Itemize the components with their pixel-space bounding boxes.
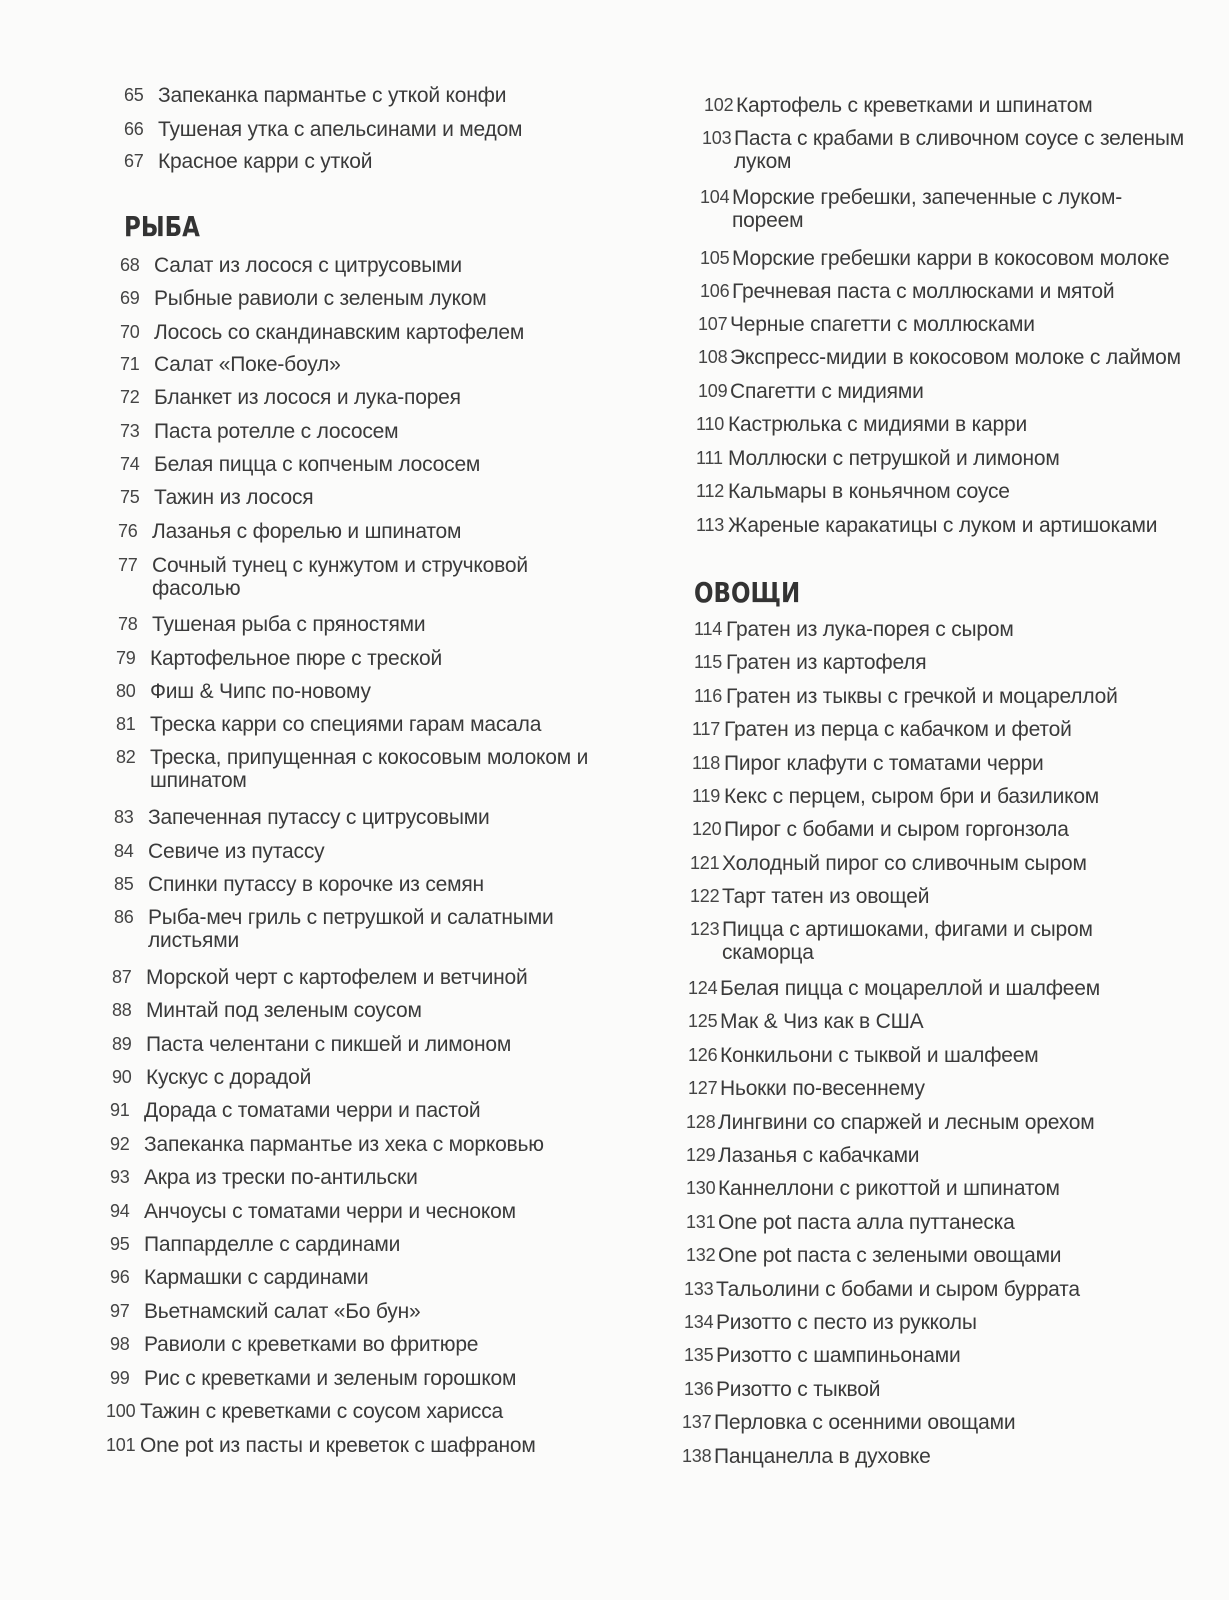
entry-title: Ризотто с песто из рукколы <box>716 1311 977 1334</box>
entry-number: 131 <box>686 1212 716 1232</box>
entry-title: Ризотто с шампиньонами <box>716 1344 961 1367</box>
entry-number: 88 <box>112 1000 132 1020</box>
entry-title: Пирог с бобами и сыром горгонзола <box>724 818 1069 841</box>
entry-number: 122 <box>690 886 720 906</box>
entry-number: 102 <box>704 95 734 115</box>
entry-number: 129 <box>686 1145 716 1165</box>
toc-entry <box>698 380 1225 403</box>
entry-number: 119 <box>692 786 721 806</box>
entry-title: One pot из пасты и креветок с шафраном <box>140 1434 536 1457</box>
toc-entry <box>110 1367 670 1390</box>
entry-number: 86 <box>114 907 134 927</box>
entry-number: 120 <box>692 819 722 839</box>
toc-entry <box>106 1400 670 1423</box>
entry-title: Панцанелла в духовке <box>714 1445 931 1468</box>
entry-number: 132 <box>686 1245 716 1265</box>
entry-title: Спагетти с мидиями <box>730 380 924 403</box>
toc-entry <box>684 1278 1225 1301</box>
entry-title: Тарт татен из овощей <box>722 885 930 908</box>
toc-entry <box>682 1411 1225 1434</box>
entry-number: 76 <box>118 521 138 541</box>
entry-title: Гречневая паста с моллюсками и мятой <box>732 280 1115 303</box>
entry-title: Кальмары в коньячном соусе <box>728 480 1010 503</box>
entry-title: Гратен из тыквы с гречкой и моцареллой <box>726 685 1118 708</box>
entry-number: 95 <box>110 1234 130 1254</box>
toc-entry <box>110 1266 670 1289</box>
entry-number: 101 <box>106 1435 136 1455</box>
entry-title: Черные спагетти с моллюсками <box>730 313 1035 336</box>
entry-title: Пицца с артишоками, фигами и сыром скаморца <box>722 918 1093 964</box>
entry-title: Пирог клафути с томатами черри <box>724 752 1044 775</box>
toc-entry <box>694 685 1225 708</box>
entry-number: 65 <box>124 85 144 105</box>
toc-entry <box>688 1077 1225 1100</box>
toc-entry <box>700 186 1170 232</box>
entry-title: Перловка с осенними овощами <box>714 1411 1016 1434</box>
entry-number: 78 <box>118 614 138 634</box>
toc-entry <box>692 718 1225 741</box>
entry-title: Дорада с томатами черри и пастой <box>144 1099 481 1122</box>
toc-entry <box>118 554 588 600</box>
entry-number: 94 <box>110 1201 130 1221</box>
toc-entry <box>698 346 1225 369</box>
toc-entry <box>112 966 670 989</box>
entry-title: Морские гребешки, запеченные с луком-пореем <box>732 186 1123 232</box>
entry-number: 124 <box>688 978 718 998</box>
toc-entry <box>692 752 1225 775</box>
toc-entry <box>694 618 1225 641</box>
entry-title: Ньокки по-весеннему <box>720 1077 925 1100</box>
entry-title: Паста с крабами в сливочном соусе с зеленым луком <box>734 127 1185 173</box>
entry-title: Белая пицца с моцареллой и шалфеем <box>720 977 1100 1000</box>
entry-title: Каннеллони с рикоттой и шпинатом <box>718 1177 1060 1200</box>
entry-title: Кастрюлька с мидиями в карри <box>728 413 1028 436</box>
entry-number: 99 <box>110 1368 130 1388</box>
toc-entry <box>686 1111 1225 1134</box>
entry-title: Вьетнамский салат «Бо бун» <box>144 1300 421 1323</box>
toc-entry <box>700 247 1225 270</box>
entry-number: 133 <box>684 1279 714 1299</box>
entry-number: 118 <box>692 753 721 773</box>
entry-title: Запеканка пармантье из хека с морковью <box>144 1133 544 1156</box>
toc-entry <box>690 918 1150 964</box>
toc-entry <box>684 1378 1225 1401</box>
toc-entry <box>124 150 670 173</box>
toc-entry <box>686 1177 1225 1200</box>
entry-title: Тажин из лосося <box>154 486 314 509</box>
toc-entry <box>124 84 670 107</box>
entry-title: Салат из лосося с цитрусовыми <box>154 254 462 277</box>
entry-title: Рис с креветками и зеленым горошком <box>144 1367 517 1390</box>
entry-number: 91 <box>110 1100 130 1120</box>
entry-number: 82 <box>116 747 136 767</box>
entry-title: Сочный тунец с кунжутом и стручковой фасолью <box>152 554 528 600</box>
entry-title: Конкильони с тыквой и шалфеем <box>720 1044 1039 1067</box>
entry-number: 87 <box>112 967 132 987</box>
entry-number: 115 <box>694 652 723 672</box>
entry-number: 107 <box>698 314 728 334</box>
toc-entry <box>686 1144 1225 1167</box>
entry-number: 77 <box>118 555 138 575</box>
toc-entry <box>682 1445 1225 1468</box>
toc-entry <box>688 1010 1225 1033</box>
entry-title: Экспресс-мидии в кокосовом молоке с лаймом <box>730 346 1181 369</box>
entry-title: Рыбные равиоли с зеленым луком <box>154 287 487 310</box>
toc-entry <box>692 785 1225 808</box>
entry-title: One pot паста с зелеными овощами <box>718 1244 1062 1267</box>
entry-number: 128 <box>686 1112 716 1132</box>
entry-number: 137 <box>682 1412 712 1432</box>
toc-entry <box>118 520 670 543</box>
entry-title: Мак & Чиз как в США <box>720 1010 924 1033</box>
entry-number: 125 <box>688 1011 718 1031</box>
entry-title: Запеченная путассу с цитрусовыми <box>148 806 490 829</box>
entry-title: Рыба-меч гриль с петрушкой и салатными листьями <box>148 906 554 952</box>
entry-title: Тушеная рыба с пряностями <box>152 613 426 636</box>
toc-entry <box>114 806 670 829</box>
entry-number: 114 <box>694 619 723 639</box>
entry-number: 68 <box>120 255 140 275</box>
entry-number: 126 <box>688 1045 718 1065</box>
entry-number: 92 <box>110 1134 130 1154</box>
entry-number: 106 <box>700 281 730 301</box>
toc-entry <box>116 647 670 670</box>
entry-title: Морские гребешки карри в кокосовом молоке <box>732 247 1170 270</box>
entry-number: 93 <box>110 1167 130 1187</box>
entry-number: 110 <box>696 414 725 434</box>
toc-entry <box>106 1434 670 1457</box>
toc-entry <box>696 480 1225 503</box>
entry-number: 73 <box>120 421 140 441</box>
entry-number: 134 <box>684 1312 714 1332</box>
entry-title: Кекс с перцем, сыром бри и базиликом <box>724 785 1100 808</box>
toc-entry <box>696 413 1225 436</box>
toc-entry <box>688 1044 1225 1067</box>
entry-title: Гратен из перца с кабачком и фетой <box>724 718 1072 741</box>
entry-title: Лосось со скандинавским картофелем <box>154 321 525 344</box>
entry-title: Гратен из картофеля <box>726 651 927 674</box>
entry-title: Бланкет из лосося и лука-порея <box>154 386 461 409</box>
entry-title: Запеканка пармантье с уткой конфи <box>158 84 507 107</box>
toc-entry <box>110 1200 670 1223</box>
entry-number: 72 <box>120 387 140 407</box>
entry-number: 138 <box>682 1446 712 1466</box>
toc-entry <box>696 447 1225 470</box>
entry-number: 135 <box>684 1345 714 1365</box>
entry-number: 69 <box>120 288 140 308</box>
toc-entry <box>704 94 1225 117</box>
entry-title: Спинки путассу в корочке из семян <box>148 873 484 896</box>
entry-title: Ризотто с тыквой <box>716 1378 881 1401</box>
entry-title: Красное карри с уткой <box>158 150 373 173</box>
toc-entry <box>118 613 670 636</box>
toc-entry <box>112 1033 670 1056</box>
toc-entry <box>120 453 670 476</box>
toc-entry <box>124 118 670 141</box>
entry-number: 75 <box>120 487 140 507</box>
toc-entry <box>690 852 1225 875</box>
section-heading-fish: РЫБА <box>124 210 200 243</box>
toc-entry <box>116 680 670 703</box>
entry-title: Паста ротелле с лососем <box>154 420 399 443</box>
toc-entry <box>684 1311 1225 1334</box>
toc-entry <box>686 1211 1225 1234</box>
toc-entry <box>120 486 670 509</box>
entry-number: 111 <box>696 448 723 468</box>
toc-entry <box>120 386 670 409</box>
entry-number: 116 <box>694 686 723 706</box>
entry-title: Картофельное пюре с треской <box>150 647 442 670</box>
toc-entry <box>690 885 1225 908</box>
entry-title: Кускус с дорадой <box>146 1066 312 1089</box>
entry-title: Моллюски с петрушкой и лимоном <box>728 447 1060 470</box>
entry-title: Картофель с креветками и шпинатом <box>736 94 1093 117</box>
toc-entry <box>120 287 670 310</box>
entry-number: 121 <box>690 853 720 873</box>
entry-title: Треска карри со специями гарам масала <box>150 713 542 736</box>
entry-title: Лазанья с форелью и шпинатом <box>152 520 462 543</box>
toc-entry <box>120 254 670 277</box>
entry-title: Треска, припущенная с кокосовым молоком и шпинатом <box>150 746 589 792</box>
entry-title: Паста челентани с пикшей и лимоном <box>146 1033 512 1056</box>
entry-number: 123 <box>690 919 720 939</box>
toc-entry <box>112 1066 670 1089</box>
toc-entry <box>692 818 1225 841</box>
toc-entry <box>110 1233 670 1256</box>
toc-entry <box>696 514 1225 537</box>
toc-entry <box>110 1133 670 1156</box>
entry-number: 130 <box>686 1178 716 1198</box>
toc-entry <box>686 1244 1225 1267</box>
entry-number: 84 <box>114 841 134 861</box>
entry-number: 109 <box>698 381 728 401</box>
toc-entry <box>116 713 670 736</box>
entry-title: Морской черт с картофелем и ветчиной <box>146 966 528 989</box>
toc-entry <box>120 420 670 443</box>
entry-number: 70 <box>120 322 140 342</box>
entry-title: Тушеная утка с апельсинами и медом <box>158 118 523 141</box>
entry-title: Лингвини со спаржей и лесным орехом <box>718 1111 1095 1134</box>
entry-number: 100 <box>106 1401 136 1421</box>
toc-entry <box>700 280 1225 303</box>
toc-entry <box>114 873 670 896</box>
toc-entry <box>110 1166 670 1189</box>
entry-number: 83 <box>114 807 134 827</box>
entry-number: 89 <box>112 1034 132 1054</box>
entry-number: 66 <box>124 119 144 139</box>
entry-title: Тажин с креветками с соусом харисса <box>140 1400 504 1423</box>
entry-title: Севиче из путассу <box>148 840 325 863</box>
entry-title: Гратен из лука-порея с сыром <box>726 618 1014 641</box>
toc-entry <box>698 313 1225 336</box>
entry-number: 104 <box>700 187 730 207</box>
entry-title: Акра из трески по-антильски <box>144 1166 418 1189</box>
entry-number: 127 <box>688 1078 718 1098</box>
entry-number: 85 <box>114 874 134 894</box>
entry-number: 136 <box>684 1379 714 1399</box>
entry-title: Лазанья с кабачками <box>718 1144 920 1167</box>
toc-entry <box>112 999 670 1022</box>
entry-number: 96 <box>110 1267 130 1287</box>
entry-title: Анчоусы с томатами черри и чесноком <box>144 1200 516 1223</box>
toc-entry <box>114 906 604 952</box>
entry-number: 113 <box>696 515 725 535</box>
entry-title: Минтай под зеленым соусом <box>146 999 422 1022</box>
toc-entry <box>120 321 670 344</box>
entry-title: Тальолини с бобами и сыром буррата <box>716 1278 1080 1301</box>
entry-title: Равиоли с креветками во фритюре <box>144 1333 479 1356</box>
entry-number: 112 <box>696 481 725 501</box>
entry-number: 108 <box>698 347 728 367</box>
entry-number: 71 <box>120 354 140 374</box>
entry-number: 67 <box>124 151 144 171</box>
entry-number: 98 <box>110 1334 130 1354</box>
toc-entry <box>114 840 670 863</box>
toc-entry <box>110 1333 670 1356</box>
toc-entry <box>694 651 1225 674</box>
section-heading-vegetables: ОВОЩИ <box>694 576 801 609</box>
entry-title: Кармашки с сардинами <box>144 1266 369 1289</box>
entry-number: 90 <box>112 1067 132 1087</box>
entry-title: Белая пицца с копченым лососем <box>154 453 481 476</box>
entry-number: 81 <box>116 714 136 734</box>
toc-entry <box>684 1344 1225 1367</box>
entry-number: 80 <box>116 681 136 701</box>
entry-number: 97 <box>110 1301 130 1321</box>
entry-title: Жареные каракатицы с луком и артишоками <box>728 514 1158 537</box>
entry-title: Паппарделле с сардинами <box>144 1233 401 1256</box>
toc-entry <box>120 353 670 376</box>
toc-entry <box>110 1099 670 1122</box>
entry-number: 117 <box>692 719 721 739</box>
toc-entry <box>116 746 636 792</box>
entry-number: 74 <box>120 454 140 474</box>
entry-number: 103 <box>702 128 732 148</box>
entry-title: One pot паста алла путтанеска <box>718 1211 1015 1234</box>
entry-number: 105 <box>700 248 730 268</box>
toc-entry <box>110 1300 670 1323</box>
toc-entry <box>702 127 1225 173</box>
toc-entry <box>688 977 1225 1000</box>
entry-title: Фиш & Чипс по-новому <box>150 680 371 703</box>
entry-number: 79 <box>116 648 136 668</box>
entry-title: Салат «Поке-боул» <box>154 353 341 376</box>
entry-title: Холодный пирог со сливочным сыром <box>722 852 1087 875</box>
